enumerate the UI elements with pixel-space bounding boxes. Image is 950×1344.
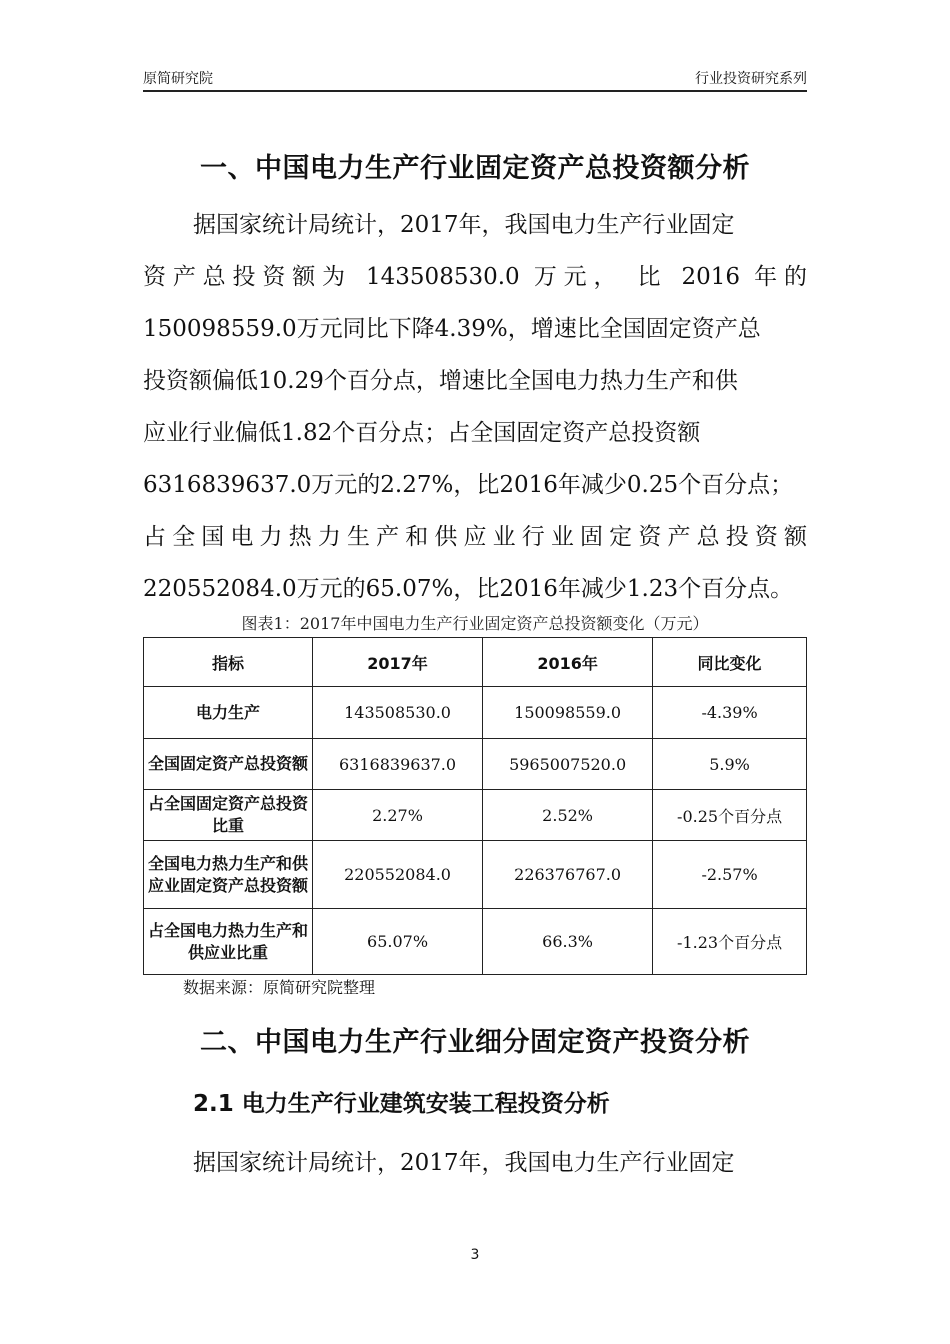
section2-title: 二、中国电力生产行业细分固定资产投资分析: [200, 1027, 750, 1058]
table-cell: -1.23个百分点: [653, 909, 807, 975]
row-label: 占全国固定资产总投资比重: [144, 790, 313, 841]
row-label: 电力生产: [144, 687, 313, 739]
paragraph-line: 220552084.0万元的65.07%，比2016年减少1.23个百分点。: [143, 576, 794, 602]
table-cell: 6316839637.0: [313, 739, 483, 790]
paragraph-line: 投资额偏低10.29个百分点，增速比全国电力热力生产和供: [143, 368, 738, 394]
table-cell: 66.3%: [483, 909, 653, 975]
paragraph-line: 占全国电力热力生产和供应业行业固定资产总投资额: [143, 524, 807, 550]
paragraph-line: 据国家统计局统计，2017年，我国电力生产行业固定: [193, 1150, 735, 1176]
table-cell: -4.39%: [653, 687, 807, 739]
row-label: 全国电力热力生产和供应业固定资产总投资额: [144, 841, 313, 909]
table-cell: -0.25个百分点: [653, 790, 807, 841]
table-row: [144, 790, 807, 841]
table-caption: 图表1：2017年中国电力生产行业固定资产总投资额变化（万元）: [241, 614, 709, 633]
column-header: 2016年: [483, 638, 653, 687]
paragraph-line: 资产总投资额为 143508530.0 万元， 比 2016 年的: [143, 264, 807, 290]
column-header: 同比变化: [653, 638, 807, 687]
section1-paragraph: [143, 199, 807, 615]
investment-table: [143, 637, 807, 975]
row-label: 占全国电力热力生产和供应业比重: [144, 909, 313, 975]
paragraph-line: 据国家统计局统计，2017年，我国电力生产行业固定: [193, 212, 735, 238]
table-cell: 143508530.0: [313, 687, 483, 739]
section2-paragraph: [143, 1137, 807, 1189]
column-header: 2017年: [313, 638, 483, 687]
section1-title: 一、中国电力生产行业固定资产总投资额分析: [200, 153, 750, 184]
table-cell: 5965007520.0: [483, 739, 653, 790]
table-cell: 150098559.0: [483, 687, 653, 739]
table-row: [144, 687, 807, 739]
table-row: [144, 841, 807, 909]
header-right-text: 行业投资研究系列: [695, 71, 807, 87]
table-cell: 5.9%: [653, 739, 807, 790]
table-row: [144, 909, 807, 975]
table-cell: 2.27%: [313, 790, 483, 841]
paragraph-line: 6316839637.0万元的2.27%，比2016年减少0.25个百分点；: [143, 472, 794, 498]
table-cell: 226376767.0: [483, 841, 653, 909]
row-label: 全国固定资产总投资额: [144, 739, 313, 790]
table-cell: -2.57%: [653, 841, 807, 909]
table-row: [144, 739, 807, 790]
column-header: 指标: [144, 638, 313, 687]
table-cell: 65.07%: [313, 909, 483, 975]
table-source: 数据来源：原简研究院整理: [183, 978, 376, 997]
table-cell: 2.52%: [483, 790, 653, 841]
paragraph-line: 应业行业偏低1.82个百分点；占全国固定资产总投资额: [143, 420, 701, 446]
paragraph-line: 150098559.0万元同比下降4.39%，增速比全国固定资产总: [143, 316, 761, 342]
page-header: [143, 66, 807, 92]
header-left-text: 原简研究院: [143, 71, 213, 87]
page-number: 3: [470, 1247, 480, 1263]
subsection-title: 2.1 电力生产行业建筑安装工程投资分析: [193, 1091, 610, 1117]
table-header-row: [144, 638, 807, 687]
table-cell: 220552084.0: [313, 841, 483, 909]
